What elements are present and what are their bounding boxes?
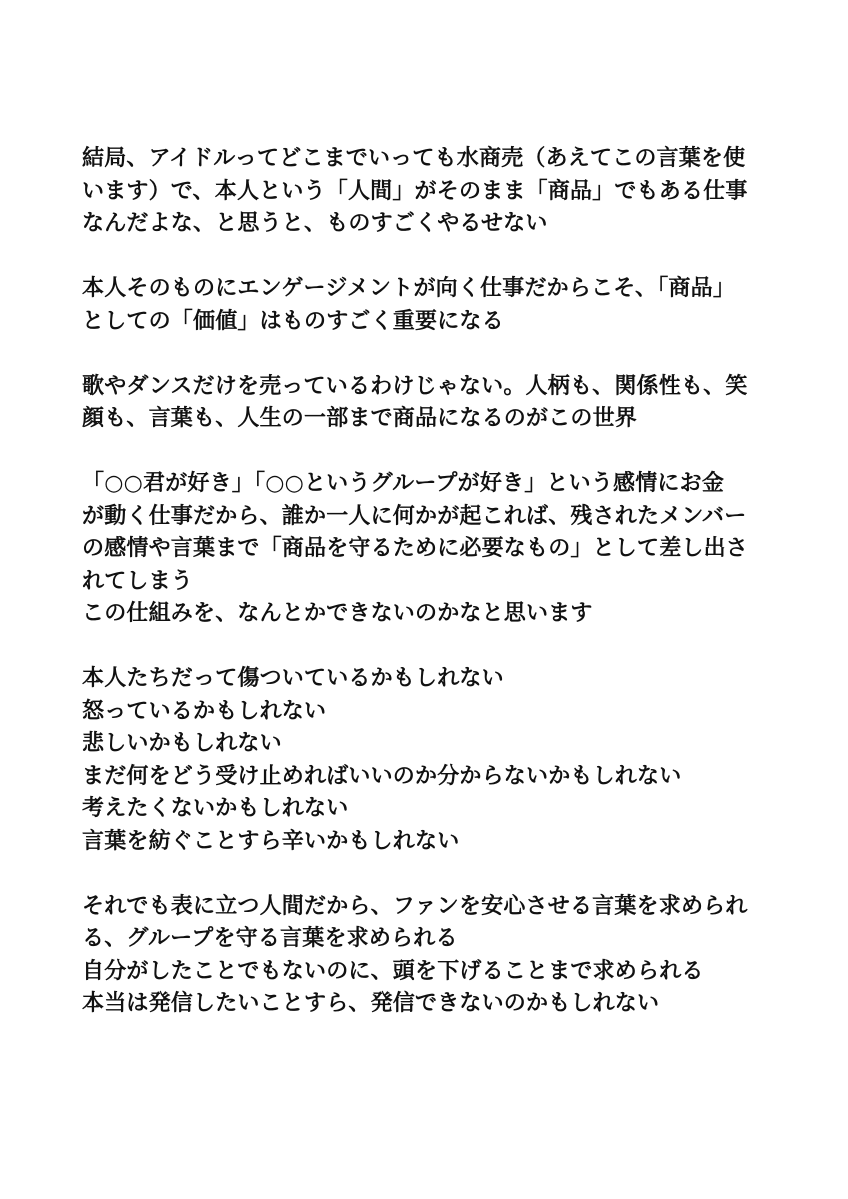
paragraph-5 [82,663,772,858]
text-line: 顔も、言葉も、人生の一部まで商品になるのがこの世界 [82,406,638,431]
text-line: 本当は発信したいことすら、発信できないのかもしれない [82,991,660,1016]
text-line: 歌やダンスだけを売っているわけじゃない。人柄も、関係性も、笑 [82,373,748,399]
text-line: が動く仕事だから、誰か一人に何かが起これば、残されたメンバー [82,503,747,529]
text-line: 怒っているかもしれない [82,698,327,724]
text-line: る、グループを守る言葉を求められる [82,926,458,951]
text-line: なんだよな、と思うと、ものすごくやるせない [82,211,548,236]
text-line: います）で、本人という「人間」がそのまま「商品」でもある仕事 [82,178,748,204]
text-line: 結局、アイドルってどこまでいっても水商売（あえてこの言葉を使 [82,146,746,171]
text-line: 言葉を紡ぐことすら辛いかもしれない [82,828,460,854]
paragraph-6 [82,891,772,1021]
text-line: 悲しいかもしれない [82,731,282,756]
text-line: としての「価値」はものすごく重要になる [82,308,504,334]
text-line: それでも表に立つ人間だから、ファンを安心させる言葉を求められ [82,893,748,919]
text-line: 「○○君が好き」「○○というグループが好き」という感情にお金 [82,471,725,496]
text-line: 考えたくないかもしれない [82,796,349,821]
text-line: れてしまう [82,568,194,594]
text-line: この仕組みを、なんとかできないのかなと思います [82,601,593,626]
text-line: 本人そのものにエンゲージメントが向く仕事だからこそ、「商品」 [82,276,736,301]
text-line: 自分がしたことでもないのに、頭を下げることまで求められる [82,958,704,984]
text-line: の感情や言葉まで「商品を守るために必要なもの」として差し出さ [82,536,749,561]
document-body [82,143,772,1021]
paragraph-3 [82,371,772,436]
paragraph-4 [82,468,772,631]
text-line: まだ何をどう受け止めればいいのか分からないかもしれない [82,763,682,789]
paragraph-2 [82,273,772,338]
paragraph-1 [82,143,772,241]
text-line: 本人たちだって傷ついているかもしれない [82,666,504,691]
